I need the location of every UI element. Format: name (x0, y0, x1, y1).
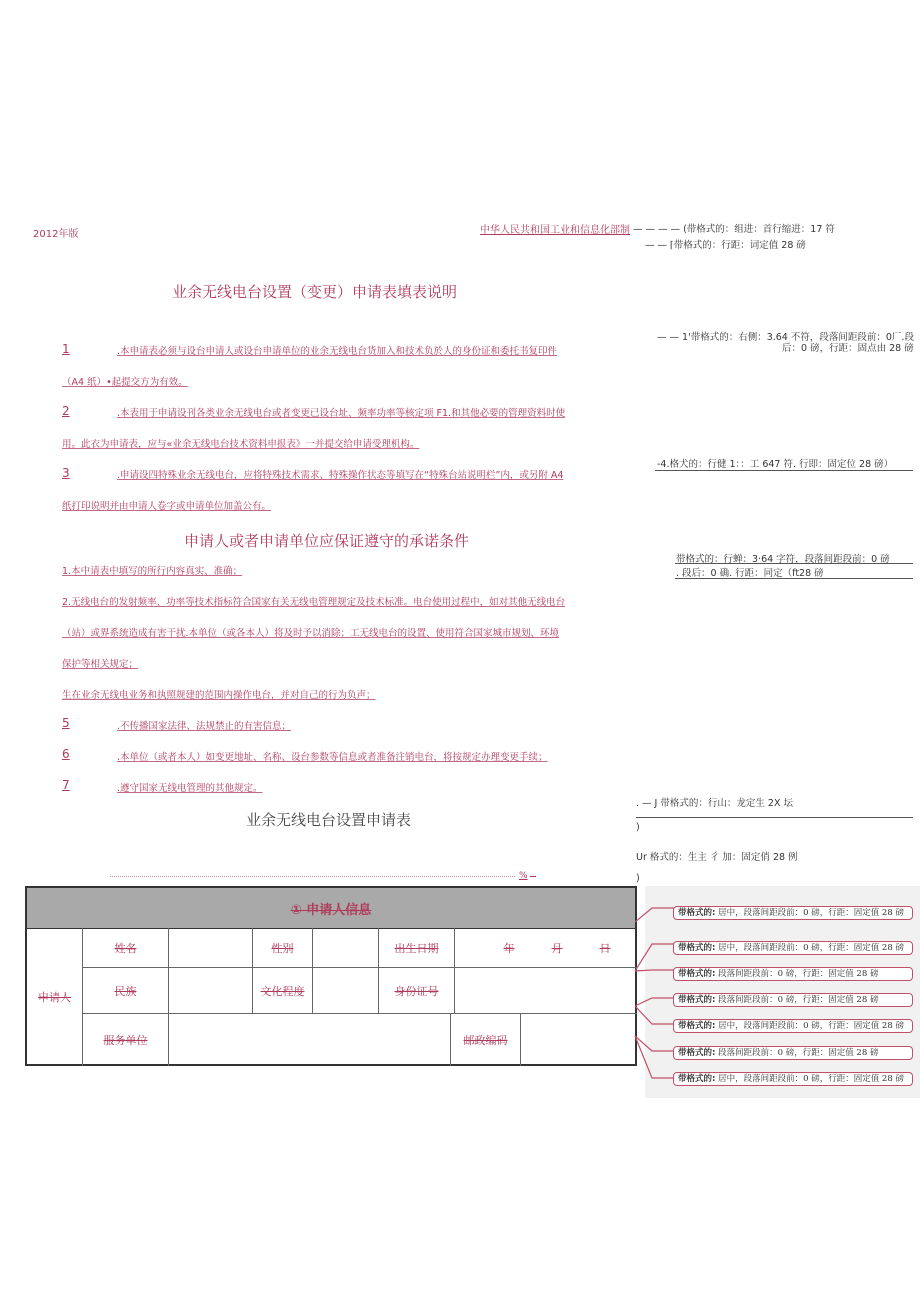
applicant-label: 申请人 (27, 928, 83, 1066)
postcode-field[interactable] (521, 1014, 637, 1066)
section-marker-dash (530, 876, 536, 877)
gender-field[interactable] (313, 928, 379, 968)
label-ethnicity: 民族 (83, 968, 169, 1014)
commitment-item-7: .遵守国家无线电管理的其他规定。 (117, 783, 263, 794)
commitment-line-5: 生在业余无线电业务和执照规建的范围内操作电台，并对自己的行为负声； (62, 690, 376, 701)
commitment-line-2: 2.无线电台的发射频率、功率等技术指标符合国家有关无线电管理规定及技术标准。电台使用过程中，如对其他无线电台 (62, 597, 566, 608)
margin-note-5: Ur 格式的：生主 彳 加：固定俏 28 例 (636, 852, 798, 863)
applicant-table (25, 886, 637, 1066)
birth-year-label: 年 (503, 941, 515, 955)
margin-note-3: 带格式的：行蝉：3·64 字符，段落间距段前：0 磅 (676, 554, 890, 565)
item-number-3: 3 (62, 466, 70, 480)
education-field[interactable] (313, 968, 379, 1014)
label-employer: 服务单位 (83, 1014, 169, 1066)
section-break-line (110, 876, 515, 877)
format-note-2: — — ⌈带格式的：行距：词定值 28 磅 (645, 240, 806, 251)
item-2-line1: .本表用于申请设刊各类业余无线电台或者变更已设台址、频率功率等核定项 F1.和其他必要的管理资料时使 (117, 408, 566, 419)
format-comment-7[interactable]: 带格式的: 居中，段落间距段前：0 磅，行距：固定值 28 磅 (673, 1072, 913, 1086)
commitment-item-6: .本单位（或者本人）如变更地址、名称、设台参数等信息或者准备注销电台，将按规定办理变更手续； (117, 752, 548, 763)
format-comment-4[interactable]: 带格式的: 段落间距段前：0 磅，行距：固定值 28 磅 (673, 993, 913, 1007)
commitment-number-6: 6 (62, 747, 70, 761)
label-education: 文化程度 (253, 968, 313, 1014)
commitment-title: 申请人或者申请单位应保证遵守的承诺条件 (184, 532, 470, 550)
commitment-line-3: （站）或界系统造成有害干扰.本单位（或各本人）将及时予以消除；工无线电台的设置、使用符合国家城市规划、环境 (62, 628, 560, 639)
id-number-field[interactable] (455, 968, 637, 1014)
format-comment-5[interactable]: 带格式的: 居中，段落间距段前：0 磅，行距：固定值 28 磅 (673, 1019, 913, 1033)
instructions-title: 业余无线电台设置（变更）申请表填表说明 (172, 283, 458, 301)
birth-month-label: 月 (551, 941, 563, 955)
edition-year: 2012年版 (33, 229, 79, 240)
margin-note-3b: . 段后：0 确. 行距：同定（ft28 磅 (676, 568, 824, 579)
section-marker: % (519, 871, 528, 881)
label-postcode: 邮政编码 (451, 1014, 521, 1066)
label-name: 姓名 (83, 928, 169, 968)
ministry-name: 中华人民共和国工业和信息化部制 (480, 225, 630, 236)
section-title: ① 申请人信息 (290, 902, 372, 918)
format-comment-6[interactable]: 带格式的: 段落间距段前：0 磅，行距：固定值 28 磅 (673, 1046, 913, 1060)
name-field[interactable] (169, 928, 253, 968)
margin-note-4: . — J 带格式的：行山：龙定生 2X 坛 (636, 798, 793, 809)
item-2-line2: 用。此衣为申请表，应与«业余无线电台技术资料申报表》一并提交给申请受理机构。 (62, 439, 420, 450)
label-id-number: 身份证号 (379, 968, 455, 1014)
margin-note-4-paren: ) (636, 822, 640, 833)
employer-field[interactable] (169, 1014, 451, 1066)
item-3-line1: .申请设四特殊业余无线电台，应将特殊技术需求、特殊操作状态等填写在“特殊台站说明栏”内，或另附 A4 (117, 470, 564, 481)
birth-day-label: 日 (599, 941, 611, 955)
birthdate-field[interactable] (455, 928, 637, 968)
format-comment-3[interactable]: 带格式的: 段落间距段前：0 磅，行距：固定值 28 磅 (673, 967, 913, 981)
item-number-1: 1 (62, 342, 70, 356)
format-note-1: — — — — (带格式的：组进：首行缩进：17 符 (633, 224, 835, 235)
label-gender: 性别 (253, 928, 313, 968)
commitment-line-1: 1.本中请表中填写的所行内容真实、准确； (62, 566, 243, 577)
label-birthdate: 出生日期 (379, 928, 455, 968)
commitment-item-5: .不传播国家法律、法规禁止的有害信息； (117, 721, 292, 732)
margin-note-5-paren: ) (636, 873, 640, 884)
margin-note-1b: 后：0 磅，行距：固点由 28 磅 (782, 343, 914, 354)
format-comment-1[interactable]: 带格式的: 居中，段落间距段前：0 磅，行距：固定值 28 磅 (673, 906, 913, 920)
commitment-number-5: 5 (62, 716, 70, 730)
commitment-line-4: 保护等相关规定； (62, 659, 139, 670)
format-comment-2[interactable]: 带格式的: 居中，段落间距段前：0 磅，行距：固定值 28 磅 (673, 941, 913, 955)
form-title: 业余无线电台设置申请表 (246, 811, 412, 829)
ethnicity-field[interactable] (169, 968, 253, 1014)
section-header (27, 888, 635, 929)
commitment-number-7: 7 (62, 778, 70, 792)
item-1-line1: .本申请表必须与设台申请人或设台申请单位的业余无线电台货加入和技术负於人的身份证和委托书复印件 (117, 346, 558, 357)
item-1-line2: （A4 纸）•起提交方为有效。 (62, 377, 188, 388)
item-3-line2: 纸打印说明并由申请人卷字或申请单位加盖公有。 (62, 501, 272, 512)
item-number-2: 2 (62, 404, 70, 418)
margin-note-1: — — 1'带格式的：右侧：3.64 不符，段落间距段前：0厂.段 (657, 332, 914, 343)
margin-note-2: -4.格犬的：行健 1：：工 647 符. 行即：固定位 28 磅） (657, 459, 894, 470)
